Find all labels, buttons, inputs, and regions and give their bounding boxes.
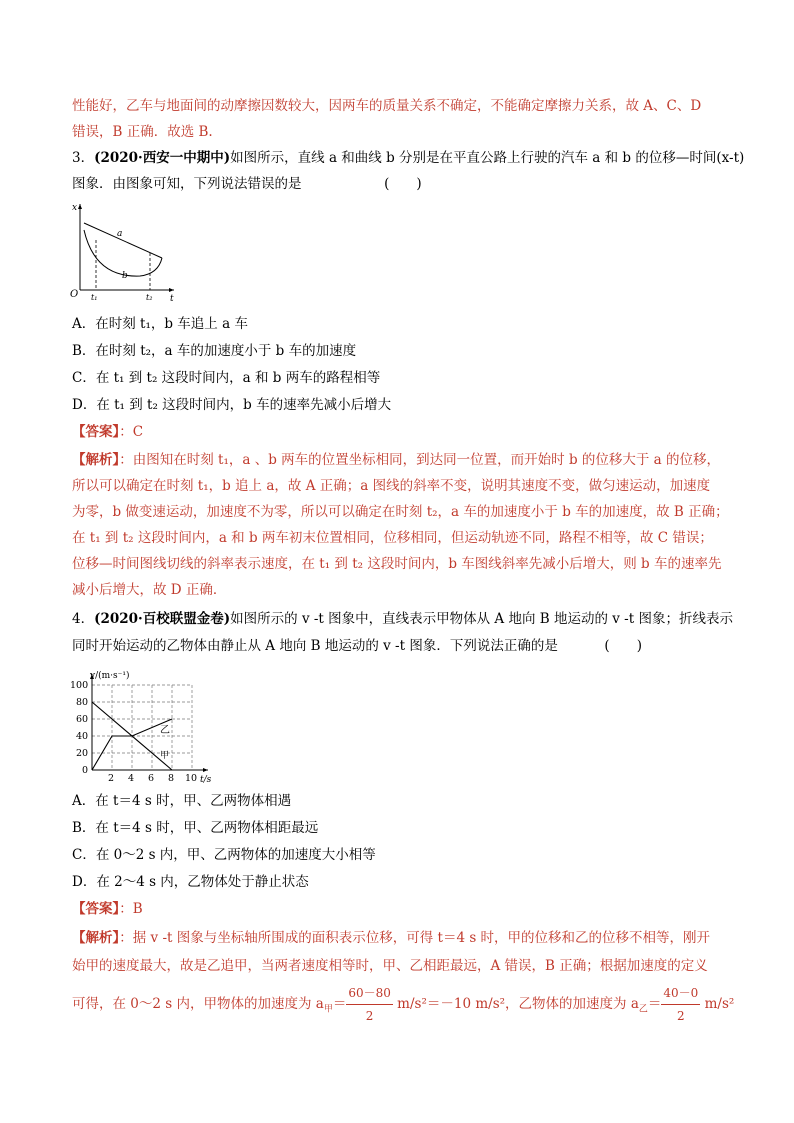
- q4-stem-2: 同时开始运动的乙物体由静止从 A 地向 B 地运动的 v -t 图象．下列说法正确的是: [72, 638, 558, 654]
- q3-analysis-line-4: 在 t₁ 到 t₂ 这段时间内，a 和 b 两车初末位置相同，位移相同，但运动轨迹不同，路程不相等，故 C 错误；: [72, 530, 713, 546]
- q3-bracket: ( ): [384, 176, 422, 192]
- q4-stem-line-2: [72, 636, 642, 656]
- q3-option-c: C．在 t₁ 到 t₂ 这段时间内，a 和 b 两车的路程相等: [72, 370, 381, 386]
- q4-graph-xtick-8: 8: [168, 773, 175, 784]
- q4-analysis-last-pre: 可得，在 0～2 s 内，甲物体的加速度为 a: [72, 996, 324, 1012]
- q4-answer: [72, 899, 143, 919]
- q3-analysis-label: 【解析】: [72, 452, 120, 468]
- q3-xt-graph: [70, 198, 180, 304]
- q3-option-a: A．在时刻 t₁，b 车追上 a 车: [72, 316, 248, 332]
- prev-analysis-line-2: 错误，B 正确．故选 B.: [72, 124, 213, 140]
- q4-analysis-tail: m/s²: [700, 996, 735, 1012]
- q3-source: (2020·西安一中期中): [94, 150, 231, 166]
- q3-graph-origin: O: [70, 289, 79, 300]
- q3-analysis-line-2: 所以可以确定在时刻 t₁，b 追上 a，故 A 正确；a 图线的斜率不变，说明其速度不变，做匀速运动，加速度: [72, 478, 711, 494]
- q4-fraction-1: [346, 982, 393, 1027]
- q3-number: 3．: [72, 150, 95, 166]
- q4-stem-line-1: [72, 609, 733, 629]
- q3-answer: [72, 422, 143, 442]
- q4-graph-xtick-10: 10: [185, 773, 198, 784]
- q4-fraction-2: [661, 982, 700, 1027]
- q4-graph-ytick-60: 60: [76, 714, 89, 725]
- q4-graph-ytick-40: 40: [76, 731, 89, 742]
- q4-graph-xtick-4: 4: [128, 773, 135, 784]
- q4-analysis-text-1: ：据 v -t 图象与坐标轴所围成的面积表示位移，可得 t＝4 s 时，甲的位移和乙的位移不相等，刚开: [119, 930, 711, 946]
- q3-graph-x-label: x: [72, 203, 78, 213]
- q3-option-d: D．在 t₁ 到 t₂ 这段时间内，b 车的速率先减小后增大: [72, 397, 392, 413]
- q3-graph-b-label: b: [122, 271, 128, 281]
- q4-graph-ytick-100: 100: [70, 680, 89, 691]
- q4-fraction-1-num: 60－80: [346, 982, 393, 1005]
- q3-answer-label: 【答案】: [72, 424, 120, 440]
- q4-analysis-mid: m/s²＝－10 m/s²，乙物体的加速度为 a: [392, 996, 639, 1012]
- q4-option-d: D．在 2～4 s 内，乙物体处于静止状态: [72, 874, 309, 890]
- q4-graph-xtick-2: 2: [108, 773, 115, 784]
- q4-analysis-line-1: [72, 928, 710, 948]
- q3-answer-value: ：C: [119, 424, 144, 440]
- q3-graph-t-label: t: [170, 294, 174, 304]
- q3-analysis-line-5: 位移—时间图线切线的斜率表示速度，在 t₁ 到 t₂ 这段时间内，b 车图线斜率先减小后增大，则 b 车的速率先: [72, 556, 722, 572]
- q4-graph-label-yi: 乙: [160, 725, 170, 736]
- q4-answer-value: ：B: [119, 901, 143, 917]
- q4-sub-yi: 乙: [638, 1004, 648, 1015]
- q3-analysis-line-6: 减小后增大，故 D 正确．: [72, 582, 227, 598]
- q3-stem-1: 如图所示，直线 a 和曲线 b 分别是在平直公路上行驶的汽车 a 和 b 的位移—时间(x-t): [230, 150, 745, 166]
- q4-option-c: C．在 0～2 s 内，甲、乙两物体的加速度大小相等: [72, 847, 376, 863]
- q3-stem-line-1: [72, 148, 744, 168]
- q4-graph-label-jia: 甲: [160, 751, 170, 761]
- q3-graph-a-label: a: [117, 229, 123, 239]
- q3-graph-t2: t₂: [146, 293, 153, 302]
- q4-graph-ylabel: v/(m·s⁻¹): [90, 671, 130, 681]
- q3-option-b: B．在时刻 t₂，a 车的加速度小于 b 车的加速度: [72, 343, 357, 359]
- q4-graph-ytick-20: 20: [76, 748, 89, 759]
- q4-analysis-label: 【解析】: [72, 930, 120, 946]
- q4-answer-label: 【答案】: [72, 901, 120, 917]
- q4-fraction-2-num: 40－0: [661, 982, 700, 1005]
- q4-analysis-line-3: 可得，在 0～2 s 内，甲物体的加速度为 $a_甲=$ $\frac{60-80}{2}$ m/s²＝－10 m/s²，乙物体的加速度为 $a_乙=$ $\frac{40-0}{2}$ m/s²: [72, 982, 734, 1027]
- q4-fraction-2-den: 2: [677, 1009, 685, 1023]
- q4-option-b: B．在 t＝4 s 时，甲、乙两物体相距最远: [72, 820, 319, 836]
- q3-stem-line-2: [72, 174, 422, 194]
- prev-analysis-line-1: 性能好，乙车与地面间的动摩擦因数较大，因两车的质量关系不确定，不能确定摩擦力关系，故 A、C、D: [72, 98, 702, 114]
- q4-option-a: A．在 t＝4 s 时，甲、乙两物体相遇: [72, 793, 292, 809]
- q3-analysis-text-1: ：由图知在时刻 t₁，a 、b 两车的位置坐标相同，到达同一位置，而开始时 b 的位移大于 a 的位移，: [119, 452, 721, 468]
- q3-stem-2: 图象．由图象可知，下列说法错误的是: [72, 176, 302, 192]
- q4-source: (2020·百校联盟金卷): [94, 611, 231, 627]
- q4-sub-jia: 甲: [323, 1004, 333, 1015]
- q4-graph-ytick-0: 0: [82, 765, 89, 776]
- q3-analysis-line-3: 为零，b 做变速运动，加速度不为零，所以可以确定在时刻 t₂，a 车的加速度小于 b 车的加速度，故 B 正确；: [72, 504, 729, 520]
- q4-analysis-line-2: 始甲的速度最大，故是乙追甲，当两者速度相等时，甲、乙相距最远，A 错误，B 正确；根据加速度的定义: [72, 958, 708, 974]
- q4-vt-graph: [66, 668, 222, 784]
- q4-stem-1: 如图所示的 v -t 图象中，直线表示甲物体从 A 地向 B 地运动的 v -t 图象；折线表示: [230, 611, 733, 627]
- q3-graph-t1: t₁: [91, 293, 98, 302]
- q4-graph-xlabel: t/s: [200, 775, 212, 784]
- q4-bracket: ( ): [604, 638, 642, 654]
- q3-analysis-line-1: [72, 450, 720, 470]
- q4-fraction-1-den: 2: [365, 1009, 374, 1023]
- q4-number: 4．: [72, 611, 95, 627]
- q4-graph-ytick-80: 80: [76, 697, 89, 708]
- q4-graph-xtick-6: 6: [148, 773, 155, 784]
